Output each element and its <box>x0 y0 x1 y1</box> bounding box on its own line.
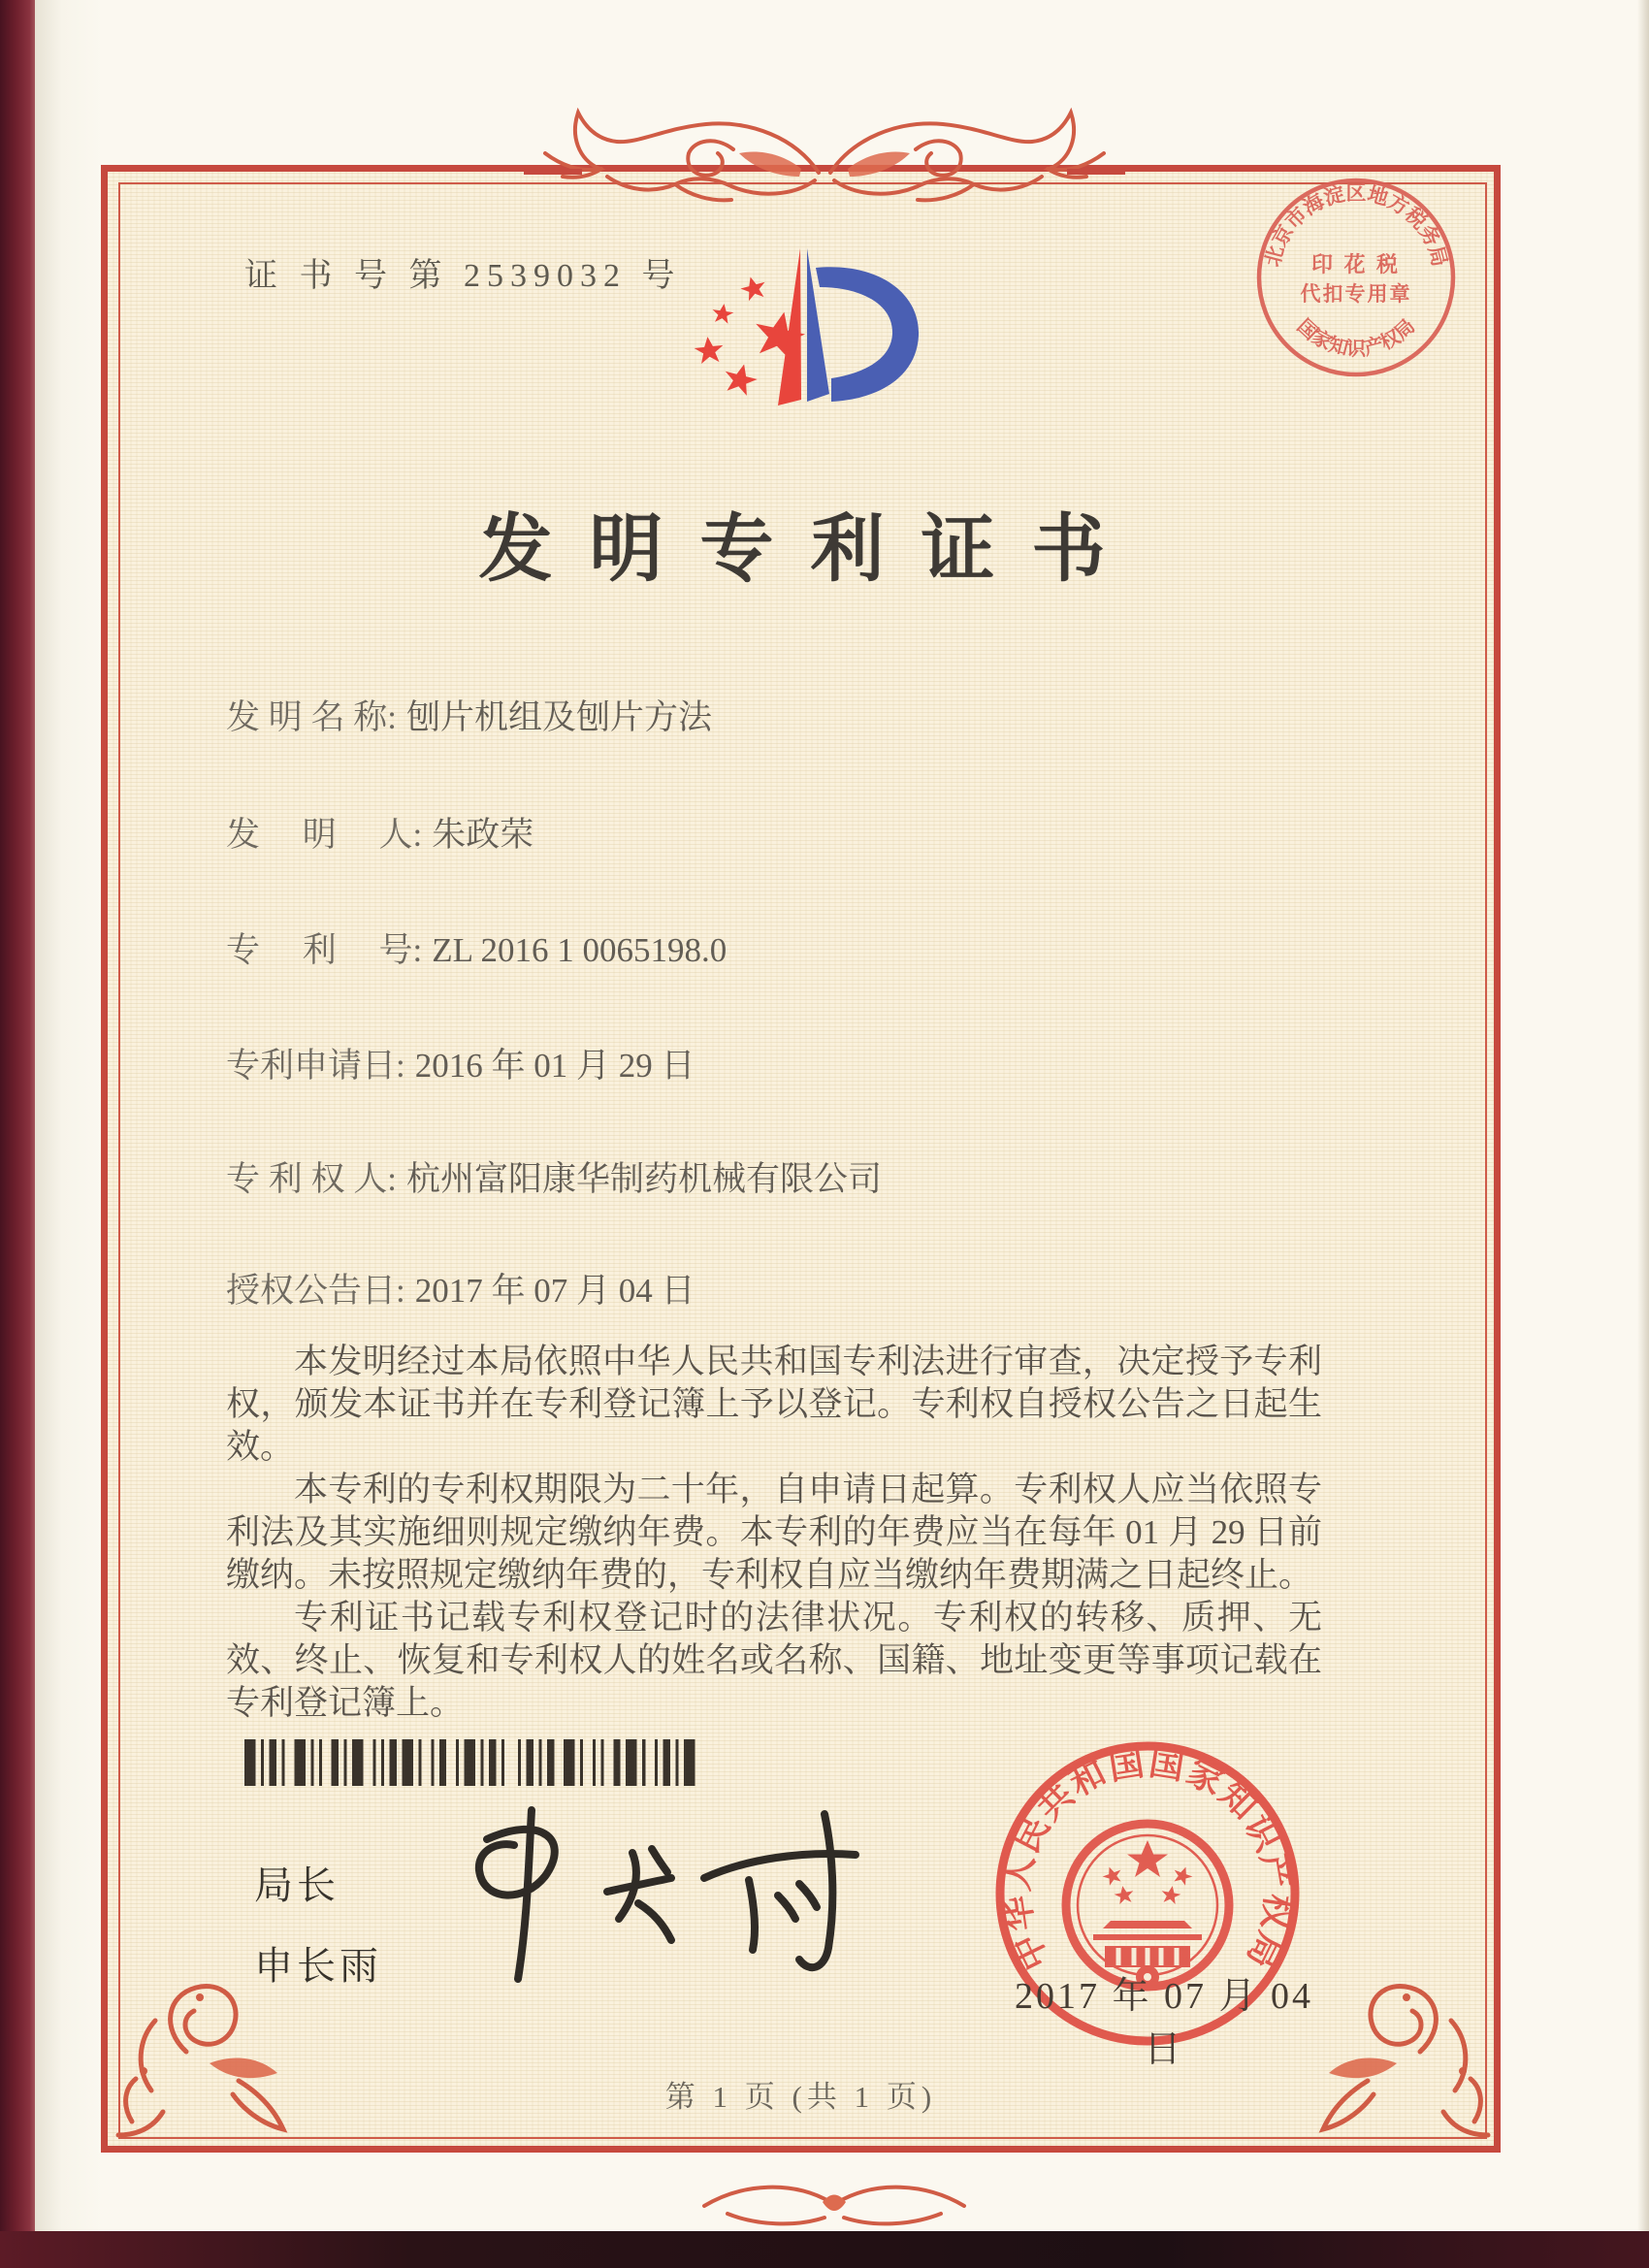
top-ornament <box>524 87 1125 204</box>
tax-stamp-center-1: 印 花 税 <box>1310 252 1402 276</box>
tax-stamp <box>1249 171 1463 384</box>
certificate-title: 发明专利证书 <box>478 509 1143 591</box>
barcode <box>244 1739 700 1788</box>
field-invention-name: 发 明 名 称: 刨片机组及刨片方法 <box>226 698 712 736</box>
grant-date-stamp: 2017 年 07 月 04 日 <box>1014 1976 1313 2070</box>
svg-text:国家知识产权局 <box>1293 315 1420 360</box>
body-paragraph: 本专利的专利权期限为二十年，自申请日起算。专利权人应当依照专利法及其实施细则规定缴纳年费。本专利的年费应当在每年 01 月 29 日前缴纳。未按照规定缴纳年费的，专利权自应当缴纳年费期满之日起终止。 <box>226 1471 1322 1594</box>
field-patentee: 专 利 权 人: 杭州富阳康华制药机械有限公司 <box>226 1160 882 1198</box>
commissioner-name: 申长雨 <box>254 1945 382 1988</box>
tax-stamp-center-2: 代扣专用章 <box>1300 282 1412 306</box>
field-patent-number: 专 利 号: ZL 2016 1 0065198.0 <box>226 931 728 969</box>
page-edge-left <box>35 0 103 2268</box>
page-footer: 第 1 页 (共 1 页) <box>664 2080 937 2114</box>
certificate-number: 证 书 号 第 2539032 号 <box>244 258 682 294</box>
commissioner-label: 局长 <box>254 1864 340 1907</box>
body-paragraph: 专利证书记载专利权登记时的法律状况。专利权的转移、质押、无效、终止、恢复和专利权人的姓名或名称、国籍、地址变更等事项记载在专利登记簿上。 <box>226 1599 1322 1722</box>
field-grant-date: 授权公告日: 2017 年 07 月 04 日 <box>226 1272 695 1310</box>
corner-ornament-left <box>93 1935 316 2158</box>
field-filing-date: 专利申请日: 2016 年 01 月 29 日 <box>226 1047 695 1085</box>
signature-icon <box>407 1802 873 1987</box>
national-emblem <box>1066 1824 1229 1989</box>
tax-stamp-arc-top: 北京市海淀区地方税务局 <box>1260 181 1452 270</box>
page-edge-right <box>1637 0 1649 2268</box>
logo-p-bowl <box>816 267 919 402</box>
legal-text <box>226 1341 1322 1725</box>
body-paragraph: 本发明经过本局依照中华人民共和国专利法进行审查，决定授予专利权，颁发本证书并在专利登记簿上予以登记。专利权自授权公告之日起生效。 <box>226 1343 1322 1466</box>
book-spine <box>0 0 35 2268</box>
seal-arc-text: 中华人民共和国国家知识产权局 <box>996 1742 1299 1977</box>
field-inventor: 发 明 人: 朱政荣 <box>226 816 534 854</box>
cnipa-logo-icon <box>684 243 926 456</box>
bottom-ornament <box>689 2171 980 2239</box>
tax-stamp-arc-bottom: 国家知识产权局 <box>1292 315 1420 361</box>
